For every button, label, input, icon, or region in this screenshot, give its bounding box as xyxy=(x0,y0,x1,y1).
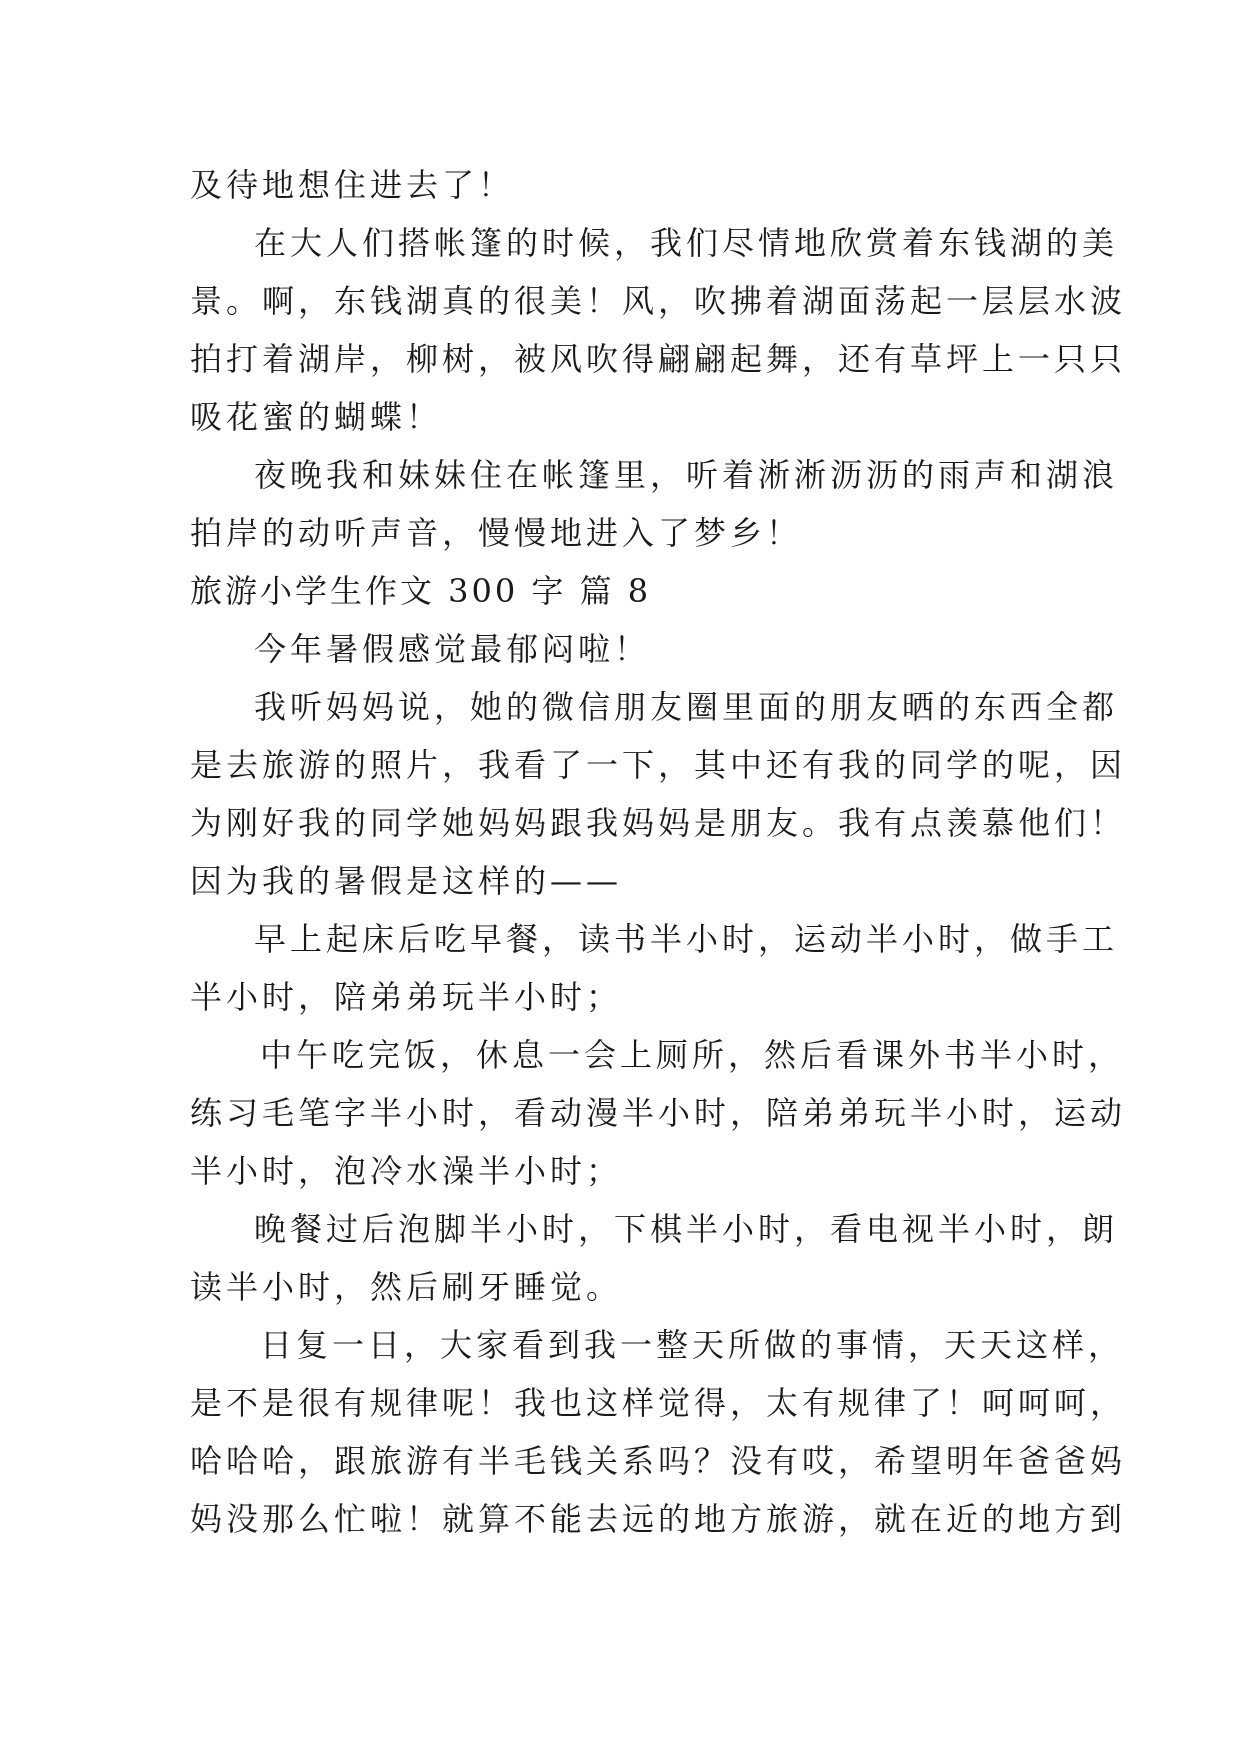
text-line: 拍打着湖岸，柳树，被风吹得翩翩起舞，还有草坪上一只只 xyxy=(190,340,1127,378)
text-line: 妈没那么忙啦！就算不能去远的地方旅游，就在近的地方到 xyxy=(190,1500,1127,1538)
text-line: 夜晚我和妹妹住在帐篷里，听着淅淅沥沥的雨声和湖浪 xyxy=(254,456,1119,494)
text-line: 练习毛笔字半小时，看动漫半小时，陪弟弟玩半小时，运动 xyxy=(190,1094,1127,1132)
text-line: 是不是很有规律呢！我也这样觉得，太有规律了！呵呵呵， xyxy=(190,1384,1127,1422)
section-heading: 旅游小学生作文 300 字 篇 8 xyxy=(190,572,652,610)
text-line: 今年暑假感觉最郁闷啦！ xyxy=(254,630,651,668)
text-line: 我听妈妈说，她的微信朋友圈里面的朋友晒的东西全都 xyxy=(254,688,1119,726)
text-line: 半小时，泡冷水澡半小时； xyxy=(190,1152,623,1190)
text-line: 早上起床后吃早餐，读书半小时，运动半小时，做手工 xyxy=(254,920,1119,958)
text-line: 在大人们搭帐篷的时候，我们尽情地欣赏着东钱湖的美 xyxy=(254,224,1119,262)
text-line: 半小时，陪弟弟玩半小时； xyxy=(190,978,623,1016)
text-line: 因为我的暑假是这样的—— xyxy=(190,862,623,900)
article-body xyxy=(190,156,1127,1548)
text-line: 是去旅游的照片，我看了一下，其中还有我的同学的呢，因 xyxy=(190,746,1127,784)
text-line: 读半小时，然后刷牙睡觉。 xyxy=(190,1268,623,1306)
text-line: 晚餐过后泡脚半小时，下棋半小时，看电视半小时，朗 xyxy=(254,1210,1119,1248)
text-line: 景。啊，东钱湖真的很美！风，吹拂着湖面荡起一层层水波 xyxy=(190,282,1127,320)
text-line: 拍岸的动听声音，慢慢地进入了梦乡！ xyxy=(190,514,803,552)
text-line: 为刚好我的同学她妈妈跟我妈妈是朋友。我有点羡慕他们！ xyxy=(190,804,1127,842)
text-line: 中午吃完饭，休息一会上厕所，然后看课外书半小时， xyxy=(260,1036,1125,1074)
text-line: 日复一日，大家看到我一整天所做的事情，天天这样， xyxy=(260,1326,1125,1364)
text-line: 吸花蜜的蝴蝶！ xyxy=(190,398,443,436)
text-line: 及待地想住进去了！ xyxy=(190,166,515,204)
text-line: 哈哈哈，跟旅游有半毛钱关系吗？没有哎，希望明年爸爸妈 xyxy=(190,1442,1127,1480)
